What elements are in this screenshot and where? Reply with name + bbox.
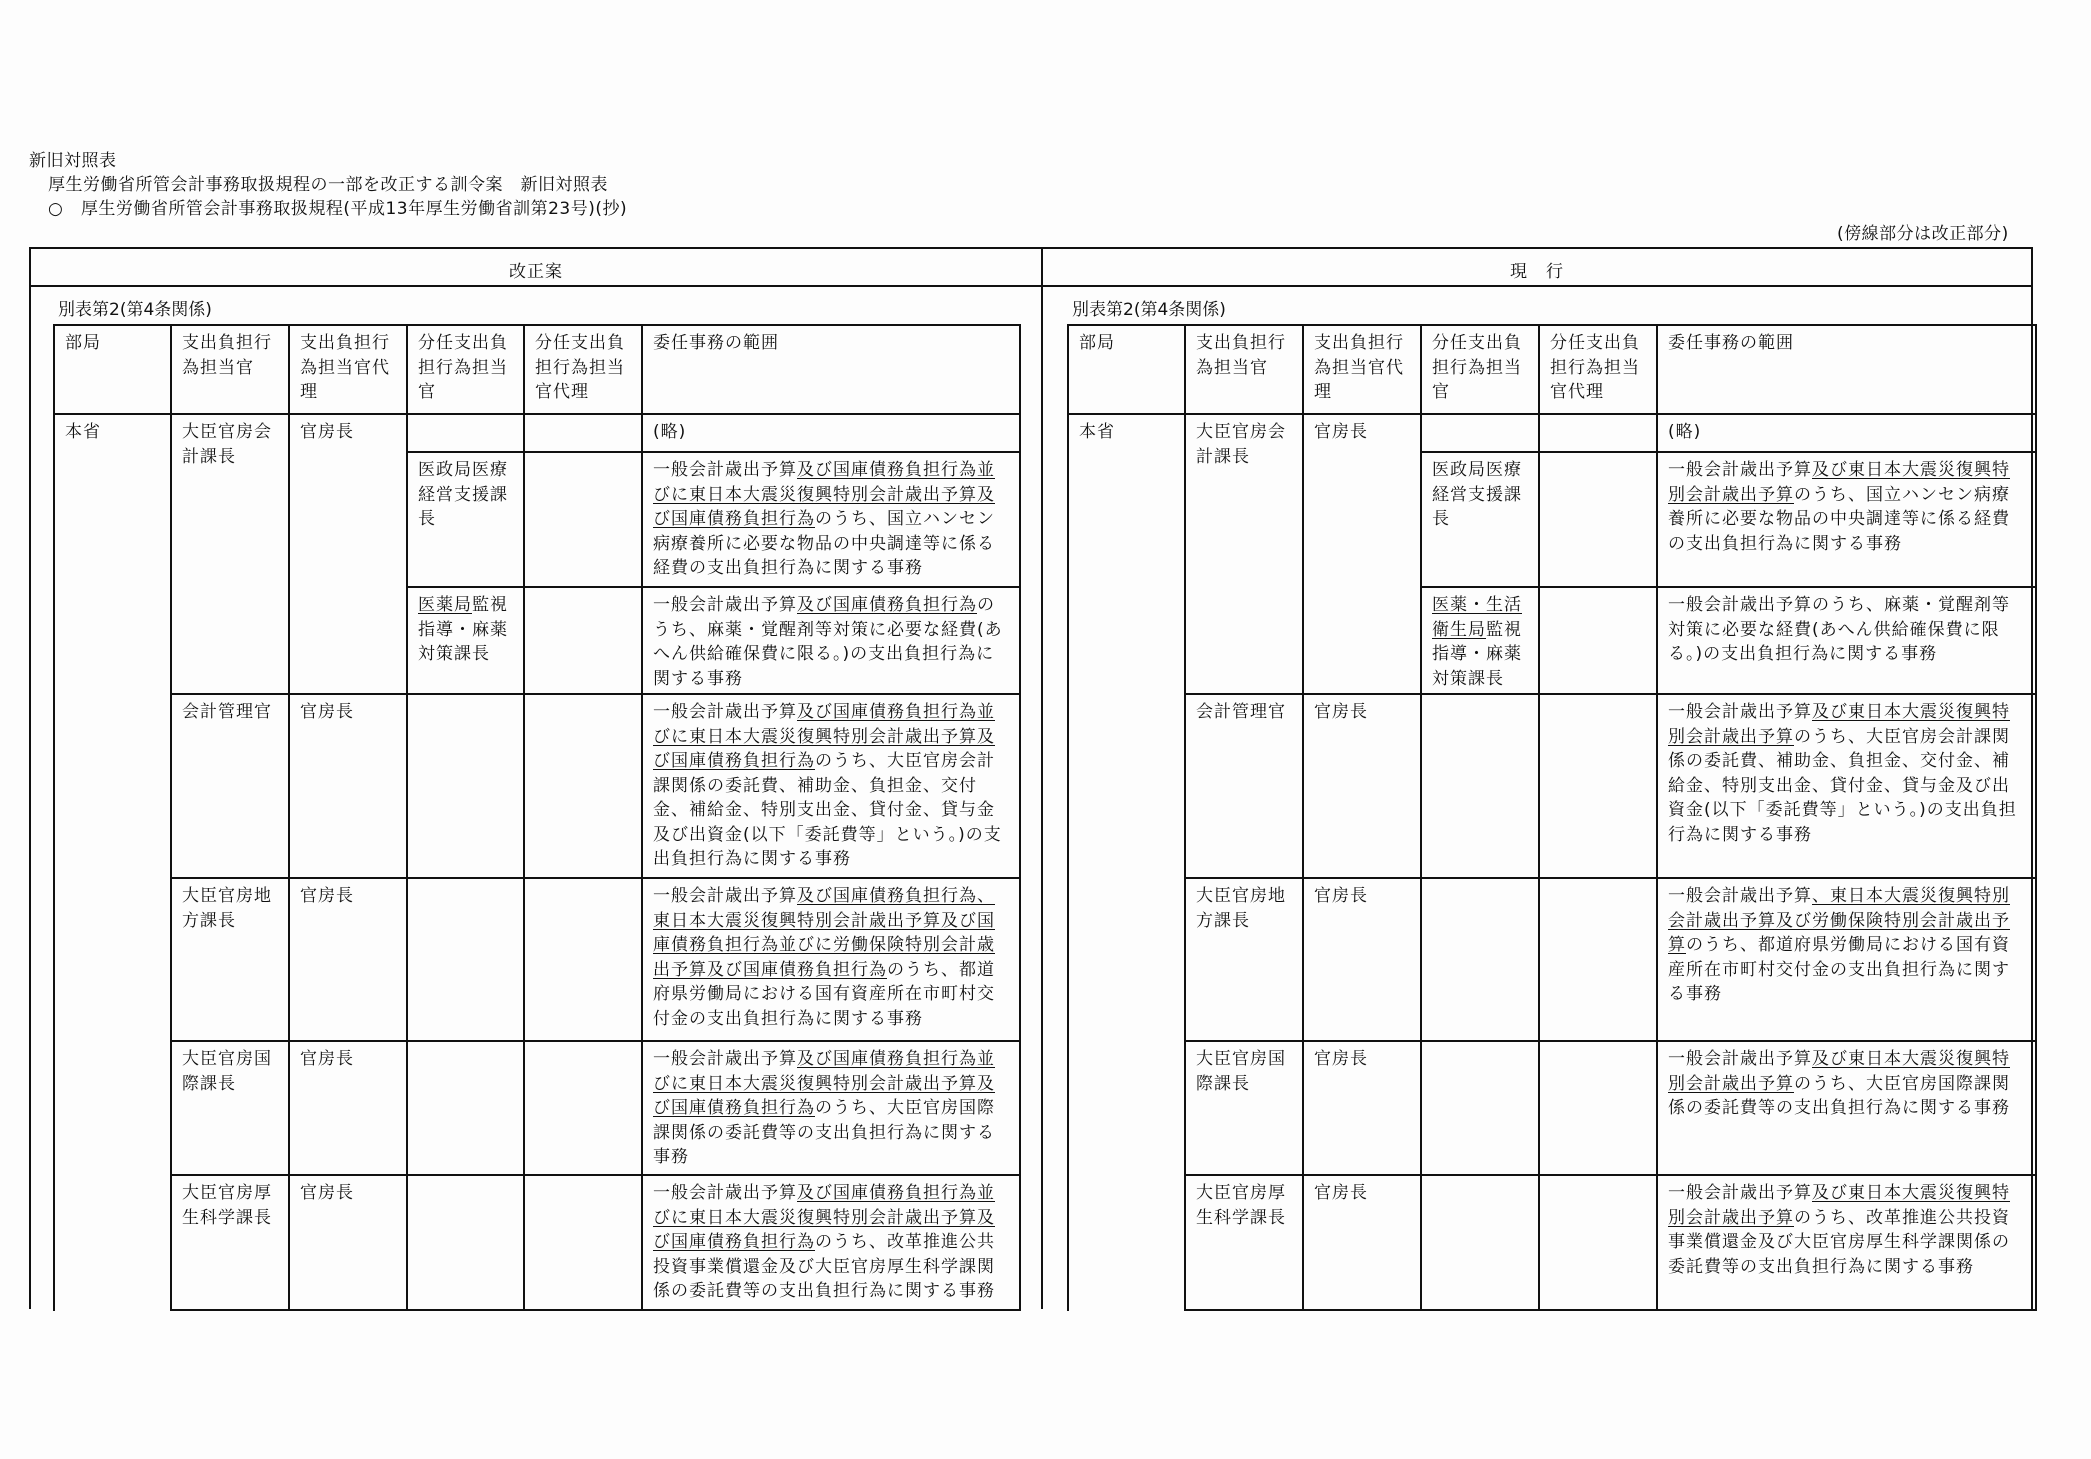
cell-text: 委任事務の範囲: [1668, 333, 1794, 353]
cell-text: 本省: [65, 422, 101, 442]
right-deputy-cell: [1302, 877, 1422, 1042]
amended-text: 及び国庫債務負担行為並びに東日本大震災復興特別会計歳出予算及び国庫債務負担行為: [653, 1049, 995, 1118]
regulation-title: ○ 厚生労働省所管会計事務取扱規程(平成13年厚生労働省訓第23号)(抄): [48, 199, 628, 219]
left-scope-cell: [641, 586, 1021, 695]
left-column-header: [288, 324, 408, 415]
left-column-header: [641, 324, 1021, 415]
right-column-header: [1538, 324, 1658, 415]
cell-text: 官房長: [300, 1183, 354, 1203]
left-branch-officer-cell: [406, 451, 525, 588]
underline-note: (傍線部分は改正部分): [1837, 224, 2009, 244]
right-branch-officer-cell: [1420, 1040, 1540, 1176]
cell-text: 大臣官房地方課長: [182, 886, 272, 931]
right-scope-cell: [1656, 877, 2037, 1042]
left-officer-cell: [170, 413, 290, 695]
cell-text: 医政局医療経営支援課長: [418, 460, 508, 529]
cell-text: 一般会計歳出予算: [653, 595, 797, 615]
right-branch-officer-cell: [1420, 1174, 1540, 1311]
cell-text: 支出負担行為担当官: [1196, 333, 1286, 378]
cell-text: のうち、大臣官房国際課関係の委託費等の支出負担行為に関する事務: [1668, 1073, 2010, 1118]
cell-text: 官房長: [300, 422, 354, 442]
cell-text: 官房長: [300, 1049, 354, 1069]
cell-text: 一般会計歳出予算: [653, 1183, 797, 1203]
right-column-header: [1067, 324, 1186, 415]
right-branch-officer-cell: [1420, 877, 1540, 1042]
right-branch-deputy-cell: [1538, 1040, 1658, 1176]
right-column-header: [1656, 324, 2037, 415]
left-officer-cell: [170, 1174, 290, 1311]
cell-text: 官房長: [1314, 702, 1368, 722]
cell-text: 一般会計歳出予算: [1668, 886, 1812, 906]
right-branch-officer-cell: [1420, 693, 1540, 879]
cell-text: のうち、国立ハンセン病療養所に必要な物品の中央調達等に係る経費の支出負担行為に関する事務: [1668, 484, 2010, 554]
left-column-header: [523, 324, 643, 415]
right-branch-deputy-cell: [1538, 877, 1658, 1042]
cell-text: 大臣官房会計課長: [1196, 422, 1286, 467]
amended-text: 及び東日本大震災復興特別会計歳出予算: [1668, 460, 2010, 505]
left-scope-cell: [641, 1174, 1021, 1311]
amended-text: 及び東日本大震災復興特別会計歳出予算: [1668, 1049, 2010, 1094]
left-branch-officer-cell: [406, 1040, 525, 1176]
cell-text: 本省: [1079, 422, 1115, 442]
left-deputy-cell: [288, 877, 408, 1042]
cell-text: 医政局医療経営支援課長: [1432, 460, 1522, 529]
right-branch-officer-cell: [1420, 586, 1540, 695]
cell-text: 官房長: [1314, 886, 1368, 906]
left-scope-cell: [641, 693, 1021, 879]
left-deputy-cell: [288, 1174, 408, 1311]
right-deputy-cell: [1302, 1174, 1422, 1311]
left-branch-officer-cell: [406, 877, 525, 1042]
left-branch-deputy-cell: [523, 413, 643, 453]
cell-text: 分任支出負担行為担当官代理: [1550, 333, 1640, 402]
cell-text: 大臣官房厚生科学課長: [1196, 1183, 1286, 1228]
cell-text: のうち、大臣官房国際課関係の委託費等の支出負担行為に関する事務: [653, 1098, 995, 1167]
right-branch-deputy-cell: [1538, 1174, 1658, 1311]
cell-text: 監視指導・麻薬対策課長: [418, 595, 508, 664]
right-dept-cell: [1067, 413, 1186, 1311]
current-heading: 現 行: [1510, 262, 1564, 282]
document-heading: 新旧対照表: [29, 151, 117, 171]
cell-text: (略): [653, 422, 687, 442]
cell-text: 部局: [65, 333, 101, 353]
left-branch-officer-cell: [406, 413, 525, 453]
right-branch-deputy-cell: [1538, 586, 1658, 695]
right-branch-officer-cell: [1420, 413, 1540, 453]
left-branch-deputy-cell: [523, 693, 643, 879]
cell-text: 支出負担行為担当官: [182, 333, 272, 378]
left-column-header: [53, 324, 172, 415]
left-column-header: [170, 324, 290, 415]
right-scope-cell: [1656, 586, 2037, 695]
left-deputy-cell: [288, 413, 408, 695]
right-deputy-cell: [1302, 693, 1422, 879]
cell-text: のうち、大臣官房会計課関係の委託費、補助金、負担金、交付金、補給金、特別支出金、貸付金、貸与金及び出資金(以下「委託費等」という。)の支出負担行為に関する事務: [1668, 726, 2017, 845]
cell-text: 官房長: [1314, 1183, 1368, 1203]
amended-text: 及び国庫債務負担行為並びに東日本大震災復興特別会計歳出予算及び国庫債務負担行為: [653, 702, 995, 771]
right-scope-cell: [1656, 1040, 2037, 1176]
left-officer-cell: [170, 1040, 290, 1176]
right-scope-cell: [1656, 693, 2037, 879]
amended-text: 医薬局: [418, 595, 472, 615]
cell-text: 一般会計歳出予算: [653, 886, 797, 906]
right-scope-cell: [1656, 413, 2037, 453]
cell-text: 支出負担行為担当官代理: [300, 333, 390, 402]
left-scope-cell: [641, 413, 1021, 453]
cell-text: 監視指導・麻薬対策課長: [1432, 619, 1522, 689]
frame-middle-divider: [1041, 247, 1043, 1309]
cell-text: のうち、麻薬・覚醒剤等対策に必要な経費(あへん供給確保費に限る。)の支出負担行為に関する事務: [653, 595, 1003, 689]
cell-text: 大臣官房国際課長: [182, 1049, 272, 1094]
amended-text: 、東日本大震災復興特別会計歳出予算及び労働保険特別会計歳出予算: [1668, 886, 2010, 955]
left-branch-deputy-cell: [523, 1040, 643, 1176]
right-officer-cell: [1184, 693, 1304, 879]
left-branch-deputy-cell: [523, 451, 643, 588]
cell-text: のうち、国立ハンセン病療養所に必要な物品の中央調達等に係る経費の支出負担行為に関する事務: [653, 509, 995, 578]
left-dept-cell: [53, 413, 172, 1311]
cell-text: のうち、大臣官房会計課関係の委託費、補助金、負担金、交付金、補給金、特別支出金、貸付金、貸与金及び出資金(以下「委託費等」という。)の支出負担行為に関する事務: [653, 751, 1002, 869]
right-scope-cell: [1656, 451, 2037, 588]
left-deputy-cell: [288, 693, 408, 879]
right-branch-deputy-cell: [1538, 693, 1658, 879]
right-branch-deputy-cell: [1538, 413, 1658, 453]
cell-text: 一般会計歳出予算のうち、麻薬・覚醒剤等対策に必要な経費(あへん供給確保費に限る。)の支出負担行為に関する事務: [1668, 595, 2010, 664]
cell-text: のうち、都道府県労働局における国有資産所在市町村交付金の支出負担行為に関する事務: [653, 959, 995, 1029]
right-column-header: [1184, 324, 1304, 415]
cell-text: 大臣官房地方課長: [1196, 886, 1286, 931]
right-deputy-cell: [1302, 413, 1422, 695]
right-deputy-cell: [1302, 1040, 1422, 1176]
cell-text: 大臣官房会計課長: [182, 422, 272, 467]
right-officer-cell: [1184, 413, 1304, 695]
cell-text: 官房長: [1314, 422, 1368, 442]
cell-text: 部局: [1079, 333, 1115, 353]
cell-text: のうち、都道府県労働局における国有資産所在市町村交付金の支出負担行為に関する事務: [1668, 935, 2010, 1004]
left-deputy-cell: [288, 1040, 408, 1176]
cell-text: 会計管理官: [1196, 702, 1286, 722]
cell-text: 一般会計歳出予算: [1668, 1049, 1812, 1069]
left-scope-cell: [641, 451, 1021, 588]
cell-text: 支出負担行為担当官代理: [1314, 333, 1404, 402]
right-officer-cell: [1184, 1174, 1304, 1311]
cell-text: 大臣官房厚生科学課長: [182, 1183, 272, 1228]
cell-text: 一般会計歳出予算: [1668, 460, 1812, 480]
cell-text: 官房長: [1314, 1049, 1368, 1069]
amended-text: 医薬・生活衛生局: [1432, 595, 1522, 640]
right-officer-cell: [1184, 1040, 1304, 1176]
revised-heading: 改正案: [509, 262, 563, 282]
right-officer-cell: [1184, 877, 1304, 1042]
cell-text: 一般会計歳出予算: [653, 702, 797, 722]
cell-text: (略): [1668, 422, 1702, 442]
right-column-header: [1420, 324, 1540, 415]
amended-text: 及び国庫債務負担行為、東日本大震災復興特別会計歳出予算及び国庫債務負担行為並びに労働保険特別会計歳出予算及び国庫債務負担行為: [653, 886, 995, 980]
amended-text: 及び東日本大震災復興特別会計歳出予算: [1668, 1183, 2010, 1228]
left-branch-officer-cell: [406, 693, 525, 879]
cell-text: 分任支出負担行為担当官: [1432, 333, 1522, 402]
cell-text: 一般会計歳出予算: [1668, 1183, 1812, 1203]
cell-text: 一般会計歳出予算: [653, 1049, 797, 1069]
current-table-caption: 別表第2(第4条関係): [1072, 300, 1226, 320]
left-branch-deputy-cell: [523, 586, 643, 695]
left-branch-deputy-cell: [523, 1174, 643, 1311]
document-subtitle: 厚生労働省所管会計事務取扱規程の一部を改正する訓令案 新旧対照表: [48, 175, 608, 195]
cell-text: 官房長: [300, 886, 354, 906]
left-officer-cell: [170, 693, 290, 879]
amended-text: 及び国庫債務負担行為並びに東日本大震災復興特別会計歳出予算及び国庫債務負担行為: [653, 460, 995, 529]
cell-text: のうち、改革推進公共投資事業償還金及び大臣官房厚生科学課関係の委託費等の支出負担行為に関する事務: [1668, 1207, 2010, 1277]
cell-text: 分任支出負担行為担当官代理: [535, 333, 625, 402]
left-branch-officer-cell: [406, 586, 525, 695]
cell-text: 大臣官房国際課長: [1196, 1049, 1286, 1094]
right-scope-cell: [1656, 1174, 2037, 1311]
frame-header-divider: [29, 285, 2033, 287]
left-column-header: [406, 324, 525, 415]
right-branch-deputy-cell: [1538, 451, 1658, 588]
left-scope-cell: [641, 1040, 1021, 1176]
left-scope-cell: [641, 877, 1021, 1042]
cell-text: 委任事務の範囲: [653, 333, 779, 353]
right-branch-officer-cell: [1420, 451, 1540, 588]
amended-text: 及び国庫債務負担行為並びに東日本大震災復興特別会計歳出予算及び国庫債務負担行為: [653, 1183, 995, 1252]
revised-table-caption: 別表第2(第4条関係): [58, 300, 212, 320]
cell-text: 会計管理官: [182, 702, 272, 722]
left-branch-deputy-cell: [523, 877, 643, 1042]
left-officer-cell: [170, 877, 290, 1042]
amended-text: 及び国庫債務負担行為: [797, 595, 977, 615]
cell-text: 一般会計歳出予算: [1668, 702, 1812, 722]
left-branch-officer-cell: [406, 1174, 525, 1311]
cell-text: 分任支出負担行為担当官: [418, 333, 508, 402]
cell-text: のうち、改革推進公共投資事業償還金及び大臣官房厚生科学課関係の委託費等の支出負担行為に関する事務: [653, 1232, 995, 1301]
cell-text: 一般会計歳出予算: [653, 460, 797, 480]
amended-text: 及び東日本大震災復興特別会計歳出予算: [1668, 702, 2010, 747]
right-column-header: [1302, 324, 1422, 415]
cell-text: 官房長: [300, 702, 354, 722]
